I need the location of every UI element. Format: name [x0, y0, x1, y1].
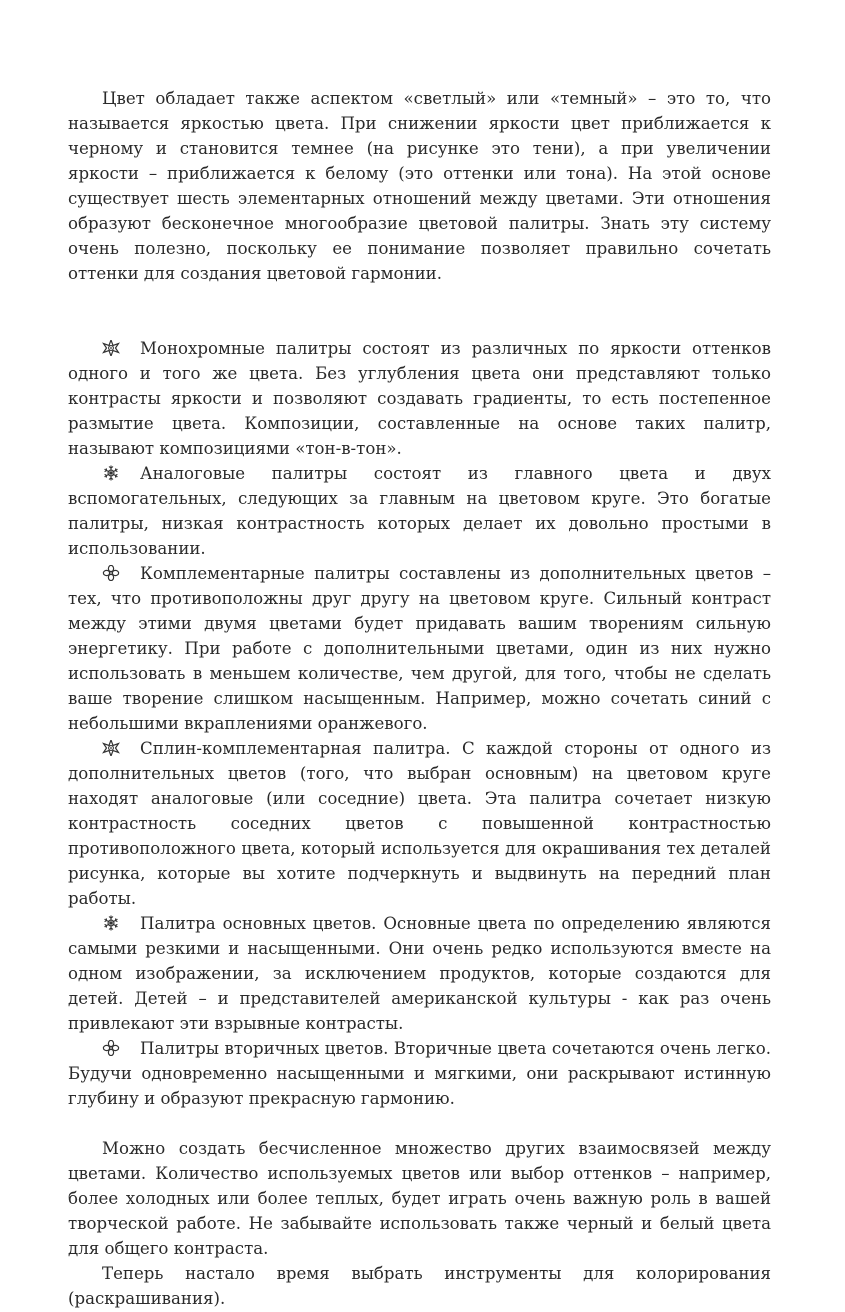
snowflake-ornament-icon: [102, 465, 120, 481]
bullet-text: Палитры вторичных цветов. Вторичные цвета сочетаются очень легко. Будучи одновременно насыщенными и мягкими, они раскрывают истинную глубину и образуют прекрасную гармонию.: [68, 1039, 771, 1108]
bullet-text: Сплин-комплементарная палитра. С каждой стороны от одного из дополнительных цветов (того, что выбран основным) на цветовом круге находят аналоговые (или соседние) цвета. Эта палитра сочетает низкую контрастность соседних цветов с повышенной контрастностью противоположного цвета, который используется для окрашивания тех деталей рисунка, которые вы хотите подчеркнуть и выдвинуть на передний план работы.: [68, 739, 771, 908]
bullet-primary-colors: [68, 911, 771, 1036]
spacer: [68, 1111, 771, 1136]
star-ornament-icon: [102, 340, 120, 356]
bullet-secondary-colors: [68, 1036, 771, 1111]
closing-paragraph: Теперь настало время выбрать инструменты для колорирования (раскрашивания).: [68, 1264, 771, 1308]
flower-ornament-icon: [102, 1040, 120, 1056]
bullet-complementary: [68, 561, 771, 736]
bullet-text: Аналоговые палитры состоят из главного цвета и двух вспомогательных, следующих за главным на цветовом круге. Это богатые палитры, низкая контрастность которых делает их довольно простыми в использовании.: [68, 464, 771, 558]
outro-paragraph: Можно создать бесчисленное множество других взаимосвязей между цветами. Количество используемых цветов или выбор оттенков – например, более холодных или более теплых, будет играть очень важную роль в вашей творческой работе. Не забывайте использовать также черный и белый цвета для общего контраста.: [68, 1139, 771, 1258]
bullet-text: Монохромные палитры состоят из различных по яркости оттенков одного и того же цвета. Без углубления цвета они представляют только контрасты яркости и позволяют создавать градиенты, то есть постепенное размытие цвета. Композиции, составленные на основе таких палитр, называют композициями «тон-в-тон».: [68, 339, 771, 458]
document-page: [68, 86, 771, 1311]
spacer: [68, 311, 771, 336]
bullet-monochrome: [68, 336, 771, 461]
bullet-text: Комплементарные палитры составлены из дополнительных цветов – тех, что противоположны друг другу на цветовом круге. Сильный контраст между этими двумя цветами будет придавать вашим творениям сильную энергетику. При работе с дополнительными цветами, один из них нужно использовать в меньшем количестве, чем другой, для того, чтобы не сделать ваше творение слишком насыщенным. Например, можно сочетать синий с небольшими вкраплениями оранжевого.: [68, 564, 771, 733]
spacer: [68, 286, 771, 311]
intro-paragraph: Цвет обладает также аспектом «светлый» или «темный» – это то, что называется яркостью цвета. При снижении яркости цвет приближается к черному и становится темнее (на рисунке это тени), а при увеличении яркости – приближается к белому (это оттенки или тона). На этой основе существует шесть элементарных отношений между цветами. Эти отношения образуют бесконечное многообразие цветовой палитры. Знать эту систему очень полезно, поскольку ее понимание позволяет правильно сочетать оттенки для создания цветовой гармонии.: [68, 89, 771, 283]
star-ornament-icon: [102, 740, 120, 756]
bullet-split-complementary: [68, 736, 771, 911]
snowflake-ornament-icon: [102, 915, 120, 931]
flower-ornament-icon: [102, 565, 120, 581]
bullet-text: Палитра основных цветов. Основные цвета по определению являются самыми резкими и насыщенными. Они очень редко используются вместе на одном изображении, за исключением продуктов, которые создаются для детей. Детей – и представителей американской культуры - как раз очень привлекают эти взрывные контрасты.: [68, 914, 771, 1033]
bullet-analog: [68, 461, 771, 561]
